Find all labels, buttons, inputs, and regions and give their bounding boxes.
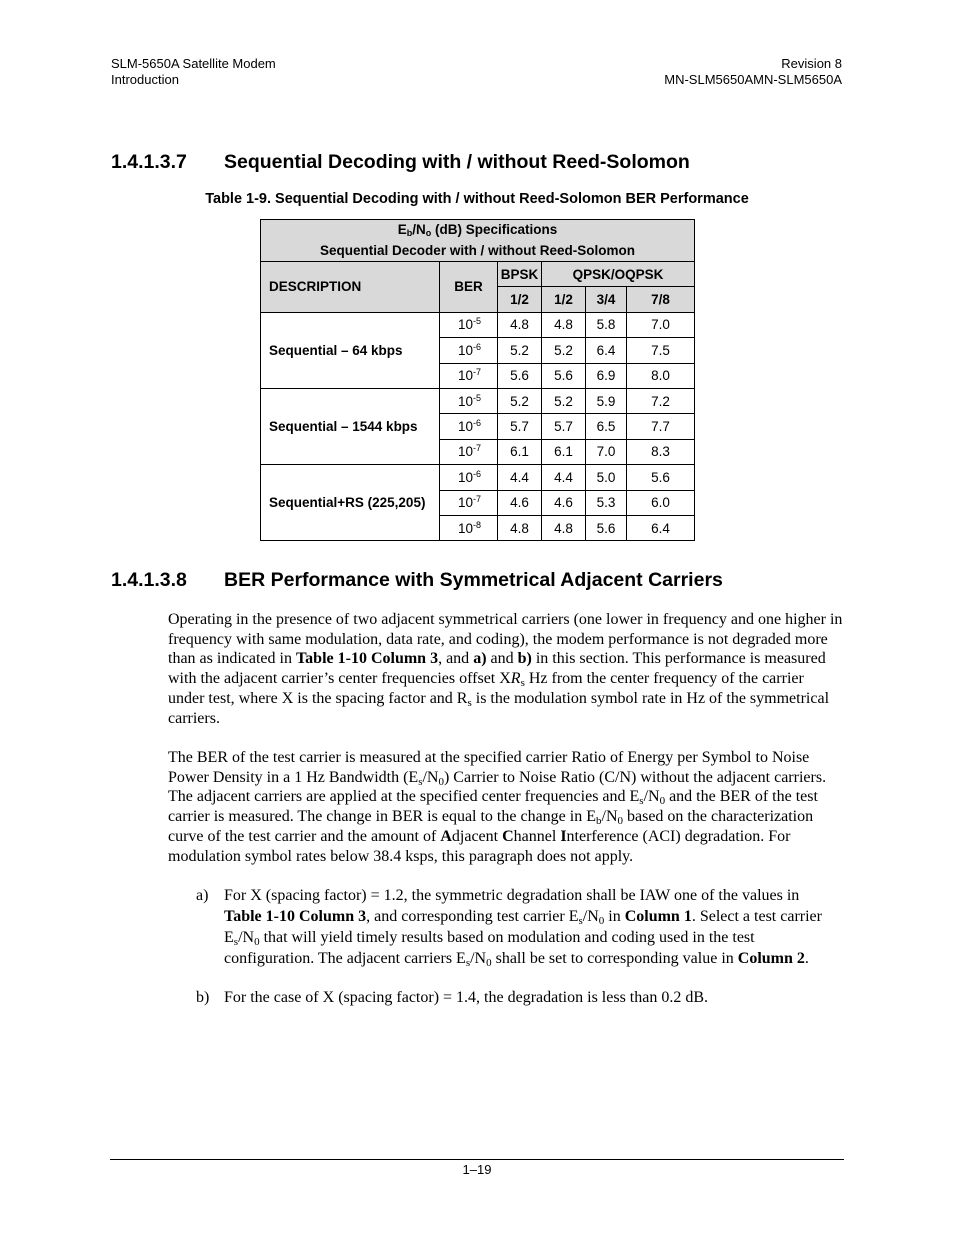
eb-no-value: 7.7 bbox=[627, 414, 695, 439]
header-revision: Revision 8 bbox=[781, 56, 842, 71]
eb-no-value: 4.8 bbox=[498, 515, 542, 540]
list-label: a) bbox=[196, 887, 209, 904]
table-row bbox=[261, 312, 695, 337]
section-title: BER Performance with Symmetrical Adjacent Carriers bbox=[224, 569, 723, 591]
eb-no-value: 5.2 bbox=[498, 388, 542, 413]
rate-header: 1/2 bbox=[542, 287, 586, 312]
table-title-cell bbox=[261, 220, 695, 262]
rate-header: 3/4 bbox=[586, 287, 627, 312]
eb-no-value: 5.6 bbox=[542, 363, 586, 388]
ber-value: $10^{-6}$ bbox=[440, 414, 498, 439]
eb-no-value: 4.6 bbox=[498, 490, 542, 515]
eb-no-value: 7.5 bbox=[627, 338, 695, 363]
column-header-ber: BER bbox=[440, 262, 498, 313]
row-description: Sequential+RS (225,205) bbox=[261, 465, 440, 541]
row-description: Sequential – 64 kbps bbox=[261, 312, 440, 388]
eb-no-value: 5.2 bbox=[542, 388, 586, 413]
page-header-right bbox=[664, 56, 842, 88]
paragraph-adjacent-carriers: Operating in the presence of two adjacent symmetrical carriers (one lower in frequency and one higher in frequency with same modulation, data rate, and coding), the modem performance is not degraded more than as indicated in Table 1-10 Column 3, and a) and b) in this section. This performance is measured with the adjacent carrier’s center frequencies offset $XR_s$ Hz from the center frequency of the carrier under test, where X is the spacing factor and $R_s$ is the modulation symbol rate in Hz of the symmetrical carriers. bbox=[168, 611, 843, 727]
ber-value: $10^{-8}$ bbox=[440, 515, 498, 540]
eb-no-value: 5.2 bbox=[542, 338, 586, 363]
ber-value: $10^{-5}$ bbox=[440, 312, 498, 337]
ber-value: $10^{-6}$ bbox=[440, 465, 498, 490]
ber-value: $10^{-7}$ bbox=[440, 363, 498, 388]
eb-no-value: 4.4 bbox=[498, 465, 542, 490]
eb-no-value: 5.7 bbox=[542, 414, 586, 439]
paragraph-ber-measurement: The BER of the test carrier is measured at the specified carrier Ratio of Energy per Symbol to Noise Power Density in a 1 Hz Bandwidth $(E_s/N_0)$ Carrier to Noise Ratio (C/N) without the adjacent carriers. The adjacent carriers are applied at the specified center frequencies and $E_s/N_0$ and the BER of the test carrier is measured. The change in BER is equal to the change in $E_b/N_0$ based on the characterization curve of the test carrier and the amount of Adjacent Channel Interference (ACI) degradation. For modulation symbol rates below 38.4 ksps, this paragraph does not apply. bbox=[168, 749, 827, 865]
list-text: For the case of X (spacing factor) = 1.4, the degradation is less than 0.2 dB. bbox=[224, 989, 709, 1006]
page-header-left bbox=[111, 56, 276, 88]
eb-no-value: 5.8 bbox=[586, 312, 627, 337]
eb-no-value: 5.0 bbox=[586, 465, 627, 490]
header-doc-number: MN-SLM5650AMN-SLM5650A bbox=[664, 72, 842, 87]
section-heading-adjacent-carriers bbox=[111, 569, 723, 592]
ber-value: $10^{-5}$ bbox=[440, 388, 498, 413]
eb-no-value: 4.8 bbox=[498, 312, 542, 337]
table-title-row bbox=[261, 220, 695, 262]
table-title-line2: Sequential Decoder with / without Reed-Solomon bbox=[320, 243, 636, 258]
column-header-description: DESCRIPTION bbox=[261, 262, 440, 313]
eb-no-value: 7.0 bbox=[586, 439, 627, 464]
page-number: 1–19 bbox=[462, 1162, 492, 1177]
list-label: b) bbox=[196, 989, 210, 1006]
eb-no-value: 7.2 bbox=[627, 388, 695, 413]
eb-no-value: 6.9 bbox=[586, 363, 627, 388]
eb-no-value: 6.0 bbox=[627, 490, 695, 515]
row-description: Sequential – 1544 kbps bbox=[261, 388, 440, 464]
eb-no-value: 6.1 bbox=[498, 439, 542, 464]
eb-no-value: 7.0 bbox=[627, 312, 695, 337]
table-row bbox=[261, 388, 695, 413]
column-header-qpsk: QPSK/OQPSK bbox=[542, 262, 695, 287]
table-caption: Table 1-9. Sequential Decoding with / without Reed-Solomon BER Performance bbox=[205, 191, 749, 207]
header-chapter: Introduction bbox=[111, 72, 179, 87]
table-title-line1: $E_b/N_o$ (dB) Specifications bbox=[397, 222, 558, 238]
eb-no-value: 6.4 bbox=[627, 515, 695, 540]
list-item-b bbox=[196, 987, 836, 1008]
eb-no-value: 5.9 bbox=[586, 388, 627, 413]
section-title: Sequential Decoding with / without Reed-Solomon bbox=[224, 151, 690, 173]
ber-value: $10^{-7}$ bbox=[440, 439, 498, 464]
eb-no-value: 5.6 bbox=[498, 363, 542, 388]
eb-no-value: 5.7 bbox=[498, 414, 542, 439]
column-header-bpsk: BPSK bbox=[498, 262, 542, 287]
eb-no-value: 5.6 bbox=[627, 465, 695, 490]
eb-no-value: 5.6 bbox=[586, 515, 627, 540]
table-header-row bbox=[261, 262, 695, 287]
header-doc-title: SLM-5650A Satellite Modem bbox=[111, 56, 276, 71]
ber-value: $10^{-6}$ bbox=[440, 338, 498, 363]
section-number: 1.4.1.3.7 bbox=[111, 151, 187, 173]
rate-header: 1/2 bbox=[498, 287, 542, 312]
eb-no-value: 6.5 bbox=[586, 414, 627, 439]
footer-divider bbox=[110, 1159, 844, 1160]
section-number: 1.4.1.3.8 bbox=[111, 569, 187, 591]
ber-performance-table bbox=[260, 219, 695, 541]
table-body bbox=[261, 312, 695, 541]
list-text: For X (spacing factor) = 1.2, the symmetric degradation shall be IAW one of the values in Table 1-10 Column 3, and corresponding test carrier $E_s/N_0$ in Column 1. Select a test carrier $E_s/N_0$ that will yield timely results based on modulation and coding used in the test configuration. The adjacent carriers $E_s/N_0$ shall be set to corresponding value in Column 2. bbox=[224, 887, 822, 969]
rate-header: 7/8 bbox=[627, 287, 695, 312]
ber-value: $10^{-7}$ bbox=[440, 490, 498, 515]
table-row bbox=[261, 465, 695, 490]
eb-no-value: 8.0 bbox=[627, 363, 695, 388]
eb-no-value: 5.2 bbox=[498, 338, 542, 363]
eb-no-value: 6.1 bbox=[542, 439, 586, 464]
eb-no-value: 4.4 bbox=[542, 465, 586, 490]
eb-no-value: 6.4 bbox=[586, 338, 627, 363]
eb-no-value: 4.8 bbox=[542, 515, 586, 540]
list-item-a bbox=[196, 885, 836, 969]
eb-no-value: 8.3 bbox=[627, 439, 695, 464]
section-heading-sequential bbox=[111, 151, 690, 174]
eb-no-value: 4.6 bbox=[542, 490, 586, 515]
eb-no-value: 5.3 bbox=[586, 490, 627, 515]
eb-no-value: 4.8 bbox=[542, 312, 586, 337]
